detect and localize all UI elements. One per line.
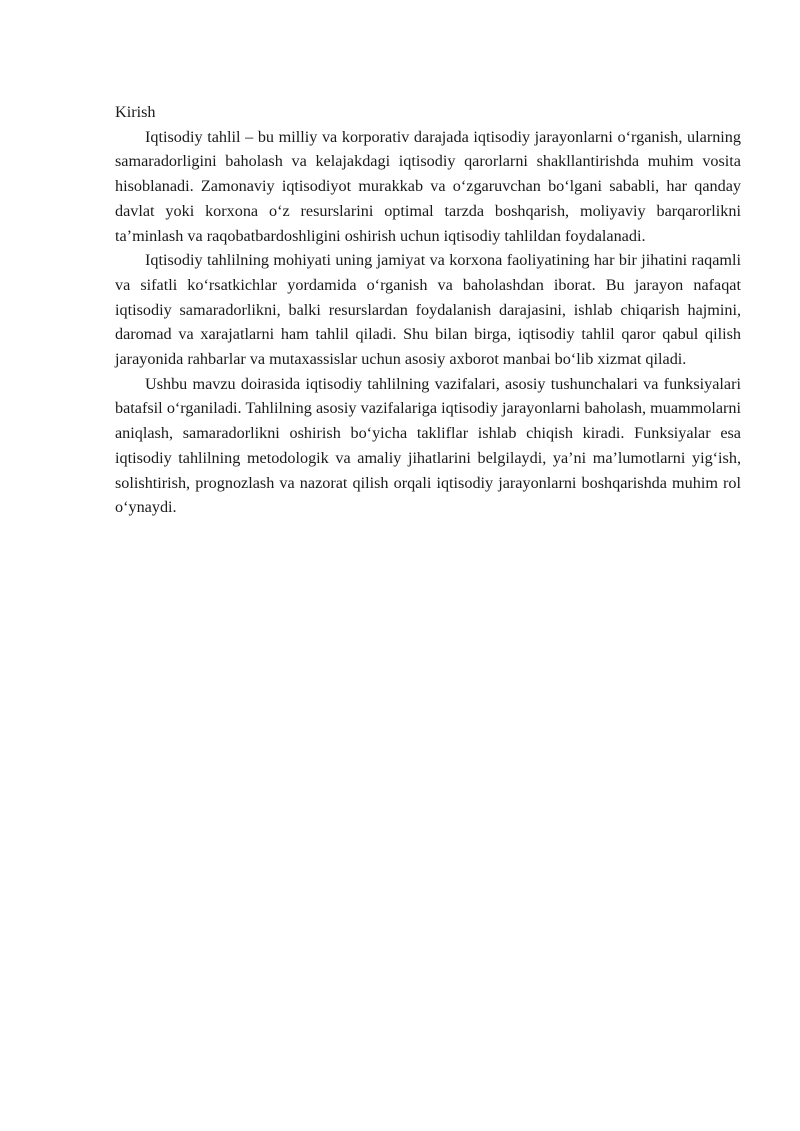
section-heading: Kirish <box>115 103 156 121</box>
paragraph-3: Ushbu mavzu doirasida iqtisodiy tahlilning vazifalari, asosiy tushunchalari va funksiyalari batafsil o‘rganiladi. Tahlilning asosiy vazifalariga iqtisodiy jarayonlarni baholash, muammolarni aniqlash, samaradorlikni oshirish bo‘yicha takliflar ishlab chiqish kiradi. Funksiyalar esa iqtisodiy tahlilning metodologik va amaliy jihatlarini belgilaydi, ya’ni ma’lumotlarni yig‘ish, solishtirish, prognozlash va nazorat qilish orqali iqtisodiy jarayonlarni boshqarishda muhim rol o‘ynaydi. <box>115 374 741 517</box>
paragraph-1: Iqtisodiy tahlil – bu milliy va korporativ darajada iqtisodiy jarayonlarni o‘rganish, ularning samaradorligini baholash va kelajakdagi iqtisodiy qarorlarni shakllantirishda muhim vosita hisoblanadi. Zamonaviy iqtisodiyot murakkab va o‘zgaruvchan bo‘lgani sababli, har qanday davlat yoki korxona o‘z resurslarini optimal tarzda boshqarish, moliyaviy barqarorlikni ta’minlash va raqobatbardoshligini oshirish uchun iqtisodiy tahlildan foydalanadi. <box>115 127 741 245</box>
document-body <box>115 100 741 520</box>
paragraph-2: Iqtisodiy tahlilning mohiyati uning jamiyat va korxona faoliyatining har bir jihatini raqamli va sifatli ko‘rsatkichlar yordamida o‘rganish va baholashdan iborat. Bu jarayon nafaqat iqtisodiy samaradorlikni, balki resurslardan foydalanish darajasini, ishlab chiqarish hajmini, daromad va xarajatlarni ham tahlil qiladi. Shu bilan birga, iqtisodiy tahlil qaror qabul qilish jarayonida rahbarlar va mutaxassislar uchun asosiy axborot manbai bo‘lib xizmat qiladi. <box>115 251 741 369</box>
